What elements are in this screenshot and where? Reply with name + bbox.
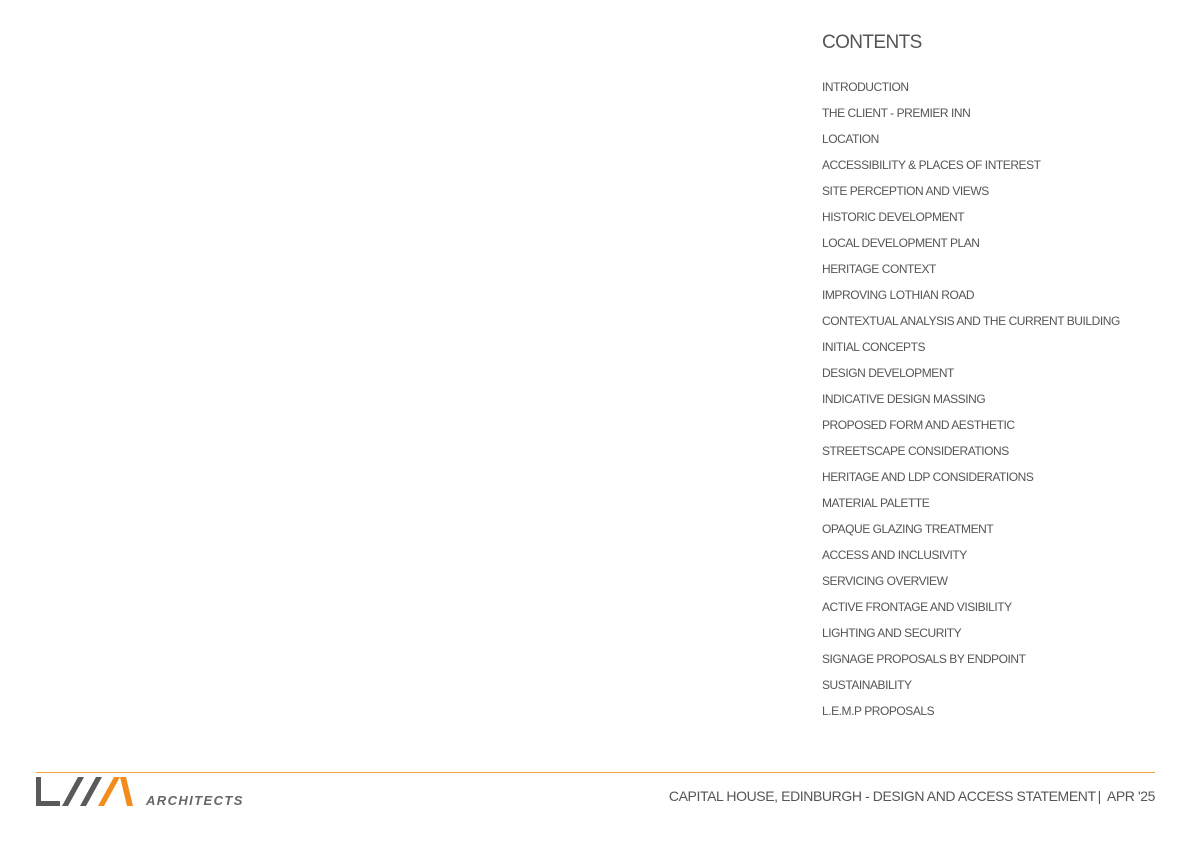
toc-item: ACCESSIBILITY & PLACES OF INTEREST [822,158,1041,172]
toc-item: L.E.M.P PROPOSALS [822,704,935,718]
toc-item: INTRODUCTION [822,80,909,94]
toc-item: HERITAGE AND LDP CONSIDERATIONS [822,470,1034,484]
toc-item: HISTORIC DEVELOPMENT [822,210,965,224]
toc-item: LOCAL DEVELOPMENT PLAN [822,236,980,250]
toc-item: CONTEXTUAL ANALYSIS AND THE CURRENT BUILDING [822,314,1120,328]
toc-item: HERITAGE CONTEXT [822,262,936,276]
contents-panel [822,32,1162,724]
lma-logo-mark-icon [36,776,140,808]
document-date: APR '25 [1106,788,1155,804]
document-title-footer [669,788,1155,804]
toc-item: SERVICING OVERVIEW [822,574,948,588]
toc-item: SITE PERCEPTION AND VIEWS [822,184,989,198]
toc-item: INITIAL CONCEPTS [822,340,926,354]
toc-item: IMPROVING LOTHIAN ROAD [822,288,975,302]
toc-item: ACCESS AND INCLUSIVITY [822,548,967,562]
toc-item: ACTIVE FRONTAGE AND VISIBILITY [822,600,1012,614]
logo-wordmark: ARCHITECTS [146,793,244,808]
toc-item: DESIGN DEVELOPMENT [822,366,954,380]
toc-item: INDICATIVE DESIGN MASSING [822,392,986,406]
toc-item: LOCATION [822,132,879,146]
lma-architects-logo [36,776,246,810]
toc-item: OPAQUE GLAZING TREATMENT [822,522,994,536]
toc-item: SUSTAINABILITY [822,678,912,692]
toc-item: THE CLIENT - PREMIER INN [822,106,971,120]
footer-rule [36,772,1155,773]
footer-separator: | [1097,788,1101,804]
toc-list [822,74,1162,724]
contents-title: CONTENTS [822,32,922,53]
toc-item: STREETSCAPE CONSIDERATIONS [822,444,1009,458]
toc-item: PROPOSED FORM AND AESTHETIC [822,418,1015,432]
toc-item: LIGHTING AND SECURITY [822,626,962,640]
document-title: CAPITAL HOUSE, EDINBURGH - DESIGN AND ACCESS STATEMENT [668,788,1096,804]
toc-item: SIGNAGE PROPOSALS BY ENDPOINT [822,652,1026,666]
toc-item: MATERIAL PALETTE [822,496,930,510]
